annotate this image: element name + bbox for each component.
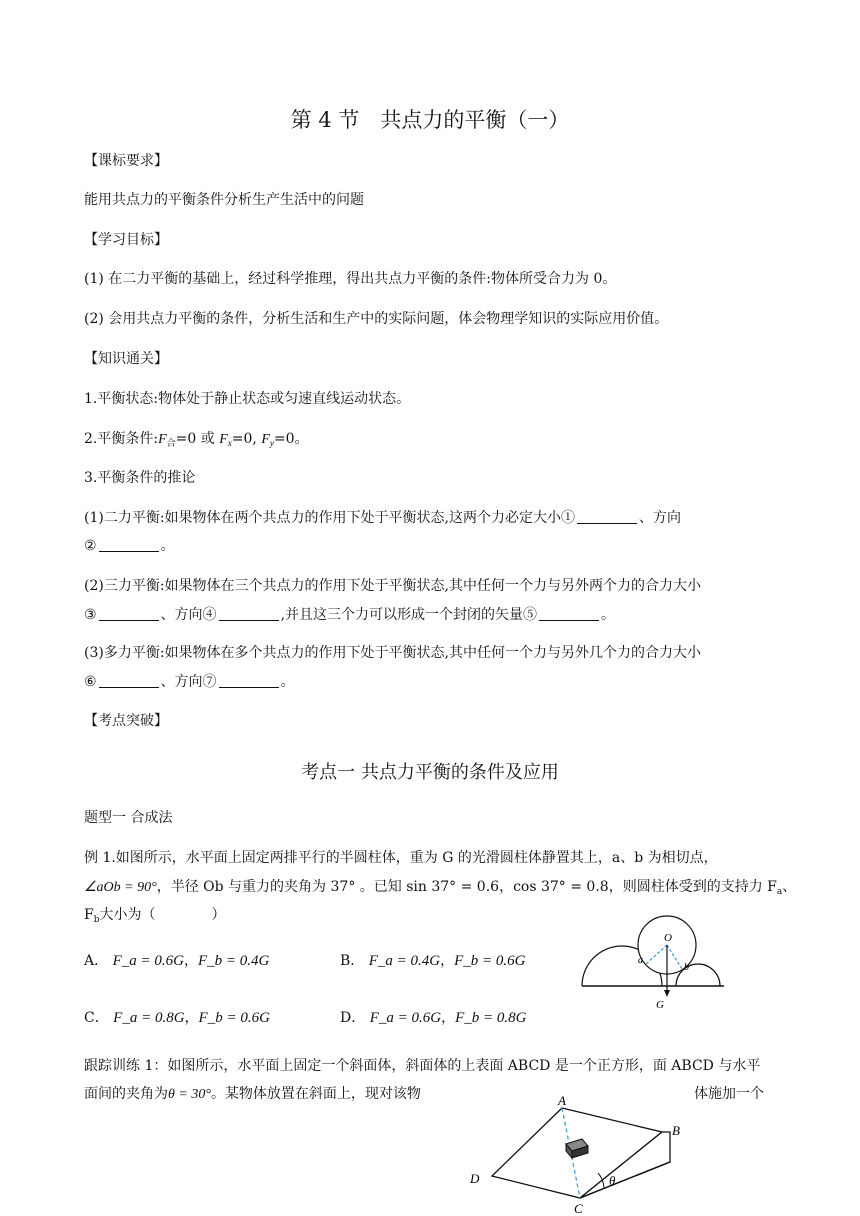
option-b[interactable] [340, 950, 526, 970]
option-fa: F_a = 0.4G [368, 953, 441, 969]
cylinder-figure [578, 912, 728, 1010]
training-line2b: 体施加一个 [694, 1086, 764, 1102]
subscript-a: a [776, 887, 783, 897]
multi-force-line2 [84, 671, 295, 691]
option-fa: F_a = 0.6G [369, 1010, 442, 1026]
knowledge-2-mid2: =0, [231, 431, 262, 447]
subscript-y: y [269, 438, 274, 448]
option-fb: F_b = 0.4G [197, 953, 270, 969]
training-text: 面间的夹角为 [84, 1086, 168, 1102]
label-b: b [684, 962, 689, 973]
theta-value: θ = 30° [168, 1087, 211, 1102]
training-line1: 跟踪训练 1：如图所示，水平面上固定一个斜面体，斜面体的上表面 ABCD 是一个正方形，面 ABCD 与水平 [84, 1058, 761, 1074]
comma: 、 [782, 879, 797, 895]
option-c[interactable] [84, 1007, 270, 1027]
marker-6: ⑥ [84, 674, 97, 690]
incline-figure [462, 1092, 702, 1216]
separator: ， [183, 953, 198, 969]
requirement-text: 能用共点力的平衡条件分析生产生活中的问题 [84, 192, 364, 208]
three-force-line1: (2)三力平衡:如果物体在三个共点力的作用下处于平衡状态,其中任何一个力与另外两个力的合力大小 [84, 578, 701, 594]
answer-blank-7[interactable] [219, 673, 279, 688]
knowledge-heading: 【知识通关】 [84, 351, 168, 367]
three-force-line2 [84, 604, 615, 624]
topic-title: 考点一 共点力平衡的条件及应用 [301, 762, 559, 783]
three-force-direction: 、方向④ [160, 607, 217, 623]
example-question: 大小为（ ） [99, 907, 226, 923]
answer-blank-3[interactable] [99, 606, 159, 621]
label-C: C [574, 1201, 583, 1216]
separator: ， [184, 1010, 199, 1026]
label-B: B [672, 1123, 680, 1138]
knowledge-2-end: =0。 [273, 431, 309, 447]
force-fb: F [84, 907, 94, 923]
subscript-b: b [93, 915, 100, 925]
training-text-2: 。某物体放置在斜面上，现对该物 [210, 1086, 421, 1102]
type-label: 题型一 合成法 [84, 810, 173, 826]
option-d[interactable] [340, 1007, 526, 1027]
subscript-x: x [227, 438, 232, 448]
option-fb: F_b = 0.6G [198, 1010, 270, 1026]
example-line3 [84, 904, 225, 925]
answer-blank-6[interactable] [99, 673, 159, 688]
force-symbol-y: F [261, 432, 270, 447]
label-theta: θ [609, 1173, 616, 1188]
option-fb: F_b = 0.6G [454, 953, 526, 969]
example-line1: 例 1.如图所示，水平面上固定两排平行的半圆柱体，重为 G 的光滑圆柱体静置其上，a、b 为相切点， [84, 850, 718, 866]
cos-value: cos 37° = 0.8 [513, 879, 609, 895]
label-a: a [638, 955, 643, 966]
subscript-net: 合 [166, 439, 176, 449]
knowledge-2 [84, 428, 309, 449]
force-symbol: F [158, 432, 167, 447]
objective-1: (1) 在二力平衡的基础上，经过科学推理，得出共点力平衡的条件:物体所受合力为 0。 [84, 271, 617, 287]
label-A: A [558, 1093, 566, 1108]
option-label: D． [340, 1010, 366, 1026]
knowledge-2-mid1: =0 或 [175, 431, 220, 447]
multi-force-line1: (3)多力平衡:如果物体在多个共点力的作用下处于平衡状态,其中任何一个力与另外几个力的合力大小 [84, 645, 701, 661]
page-title: 第 4 节 共点力的平衡（一） [290, 108, 570, 132]
option-fb: F_b = 0.8G [455, 1010, 527, 1026]
period: 。 [601, 607, 616, 623]
objective-heading: 【学习目标】 [84, 232, 168, 248]
force-symbol-x: F [219, 432, 228, 447]
comma: ， [499, 879, 514, 895]
example-line2 [84, 876, 796, 897]
knowledge-3: 3.平衡条件的推论 [84, 470, 196, 486]
requirement-heading: 【课标要求】 [84, 153, 168, 169]
label-D: D [470, 1171, 480, 1186]
angle-aob: ∠aOb = 90° [84, 880, 157, 895]
answer-blank-4[interactable] [219, 606, 279, 621]
example-line2-text: ，半径 Ob 与重力的夹角为 37° 。已知 [156, 879, 407, 895]
objective-2: (2) 会用共点力平衡的条件，分析生活和生产中的实际问题，体会物理学知识的实际应用价值。 [84, 311, 669, 327]
two-force-text: (1)二力平衡:如果物体在两个共点力的作用下处于平衡状态,这两个力必定大小① [84, 510, 575, 526]
two-force-line2 [84, 535, 175, 555]
separator: ， [440, 953, 455, 969]
option-fa: F_a = 0.8G [113, 1010, 185, 1026]
period: 。 [160, 538, 175, 554]
knowledge-1: 1.平衡状态:物体处于静止状态或匀速直线运动状态。 [84, 391, 411, 407]
two-force-line1 [84, 507, 681, 527]
option-label: B． [340, 953, 365, 969]
option-label: C． [84, 1010, 109, 1026]
sin-value: sin 37° = 0.6 [406, 879, 500, 895]
two-force-direction: 、方向 [639, 510, 681, 526]
label-G: G [656, 999, 664, 1010]
breakthrough-heading: 【考点突破】 [84, 713, 168, 729]
marker-3: ③ [84, 607, 97, 623]
marker-2: ② [84, 538, 97, 554]
separator: ， [441, 1010, 456, 1026]
multi-force-direction: 、方向⑦ [160, 674, 217, 690]
option-a[interactable] [84, 950, 269, 970]
training-line2a [84, 1083, 421, 1103]
period: 。 [280, 674, 295, 690]
answer-blank-1[interactable] [577, 509, 637, 524]
three-force-vector: ,并且这三个力可以形成一个封闭的矢量⑤ [280, 607, 538, 623]
knowledge-2-prefix: 2.平衡条件: [84, 431, 159, 447]
answer-blank-5[interactable] [539, 606, 599, 621]
option-label: A． [84, 953, 109, 969]
example-line2-tail: ，则圆柱体受到的支持力 F [608, 879, 777, 895]
answer-blank-2[interactable] [99, 537, 159, 552]
label-O: O [664, 932, 672, 944]
gravity-arrow [664, 990, 670, 997]
option-fa: F_a = 0.6G [112, 953, 184, 969]
